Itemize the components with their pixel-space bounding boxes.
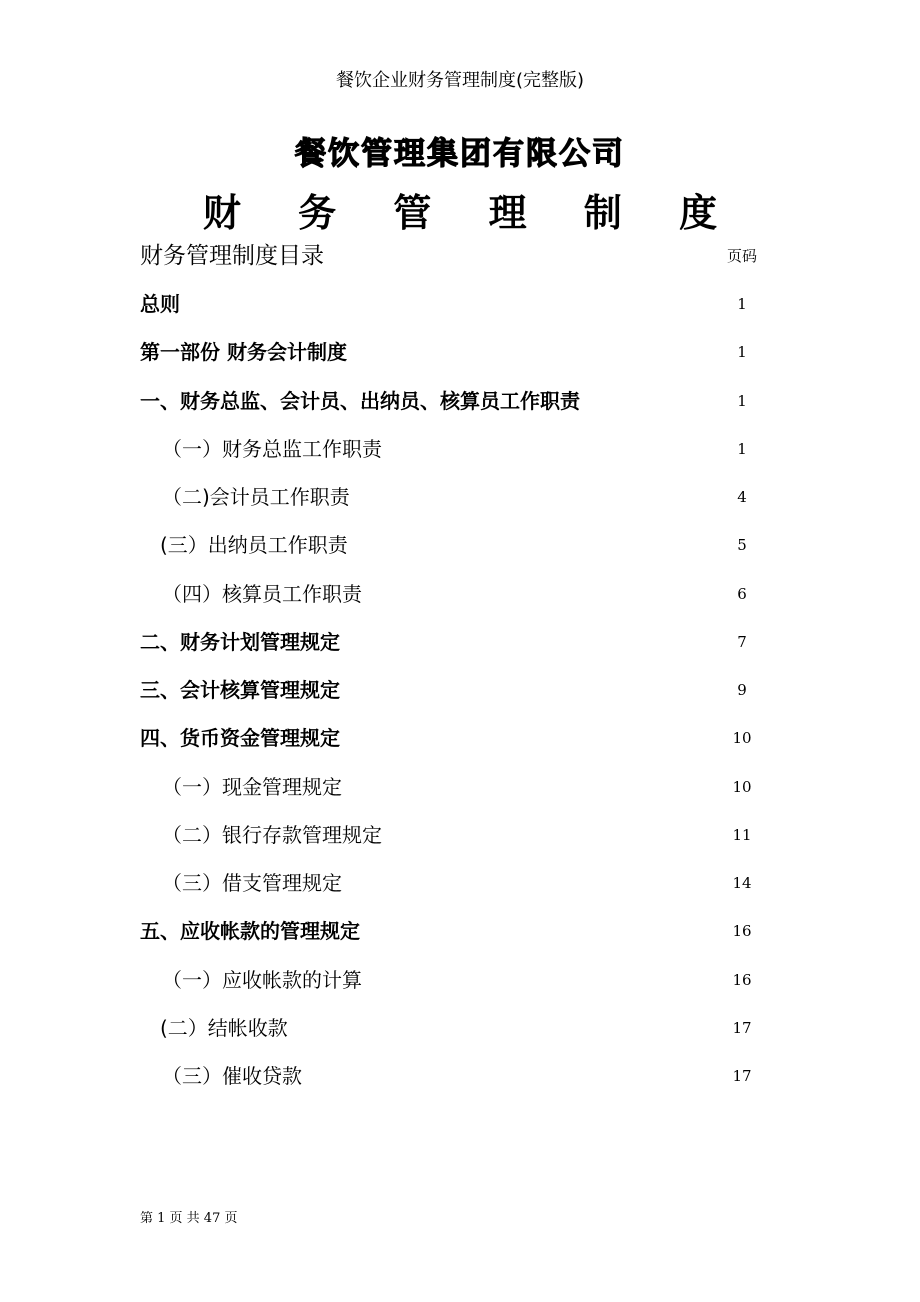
toc-entry[interactable] [0,916,920,946]
toc-entry-page: 10 [732,729,752,747]
toc-entry[interactable] [0,289,920,319]
toc-entry-title: （三）催收贷款 [162,1064,302,1088]
toc-entry[interactable] [0,1061,920,1091]
toc-entry[interactable] [0,386,920,416]
toc-entry[interactable] [0,675,920,705]
toc-entry[interactable] [0,434,920,464]
toc-entry[interactable] [0,530,920,560]
toc-entry[interactable] [0,579,920,609]
toc-entry-page: 7 [737,633,747,651]
toc-entry-title: 四、货币资金管理规定 [140,726,340,750]
toc-heading: 财务管理制度目录 [140,243,324,269]
toc-heading-row [0,241,920,271]
toc-entry-page: 1 [737,440,747,458]
toc-entry-page: 10 [732,778,752,796]
toc-entry[interactable] [0,772,920,802]
toc-entry[interactable] [0,482,920,512]
toc-entry[interactable] [0,820,920,850]
page-footer: 第 1 页 共 47 页 [140,1211,238,1226]
toc-entry-page: 1 [737,392,747,410]
document-title: 财 务 管 理 制 度 [202,191,740,235]
toc-entry-page: 14 [732,874,752,892]
toc-entry-page: 5 [737,536,747,554]
toc-entry-title: （一）现金管理规定 [162,775,342,799]
toc-entry-title: （四）核算员工作职责 [162,582,362,606]
toc-entry-page: 1 [737,295,747,313]
toc-entry-title: 二、财务计划管理规定 [140,630,340,654]
toc-entry-title: （三）借支管理规定 [162,871,342,895]
toc-entry-page: 4 [737,488,747,506]
toc-entry-page: 6 [737,585,747,603]
toc-entry-title: （一）财务总监工作职责 [162,437,382,461]
toc-entry[interactable] [0,723,920,753]
toc-entry-title: 总则 [140,292,180,316]
toc-page-label: 页码 [726,247,757,265]
company-name: 餐饮管理集团有限公司 [295,136,625,172]
toc-entry-title: 第一部份 财务会计制度 [140,340,347,364]
toc-entry-page: 9 [737,681,747,699]
toc-entry[interactable] [0,868,920,898]
toc-entry-page: 16 [732,971,752,989]
toc-entry[interactable] [0,965,920,995]
toc-entry-title: 一、财务总监、会计员、出纳员、核算员工作职责 [140,389,580,413]
toc-entry-title: （二）银行存款管理规定 [162,823,382,847]
toc-entry-page: 17 [732,1019,752,1037]
toc-entry-page: 11 [732,826,752,844]
toc-entry-title: 三、会计核算管理规定 [140,678,340,702]
toc-entry-title: (三）出纳员工作职责 [160,533,348,557]
running-header: 餐饮企业财务管理制度(完整版) [335,70,585,91]
toc-entry[interactable] [0,627,920,657]
toc-entry-title: （一）应收帐款的计算 [162,968,362,992]
toc-entry[interactable] [0,337,920,367]
toc-entry-title: （二)会计员工作职责 [162,485,350,509]
toc-entry-title: 五、应收帐款的管理规定 [140,919,360,943]
toc-entry-page: 1 [737,343,747,361]
toc-entry[interactable] [0,1013,920,1043]
toc-entry-title: (二）结帐收款 [160,1016,288,1040]
toc-entry-page: 17 [732,1067,752,1085]
toc-entry-page: 16 [732,922,752,940]
